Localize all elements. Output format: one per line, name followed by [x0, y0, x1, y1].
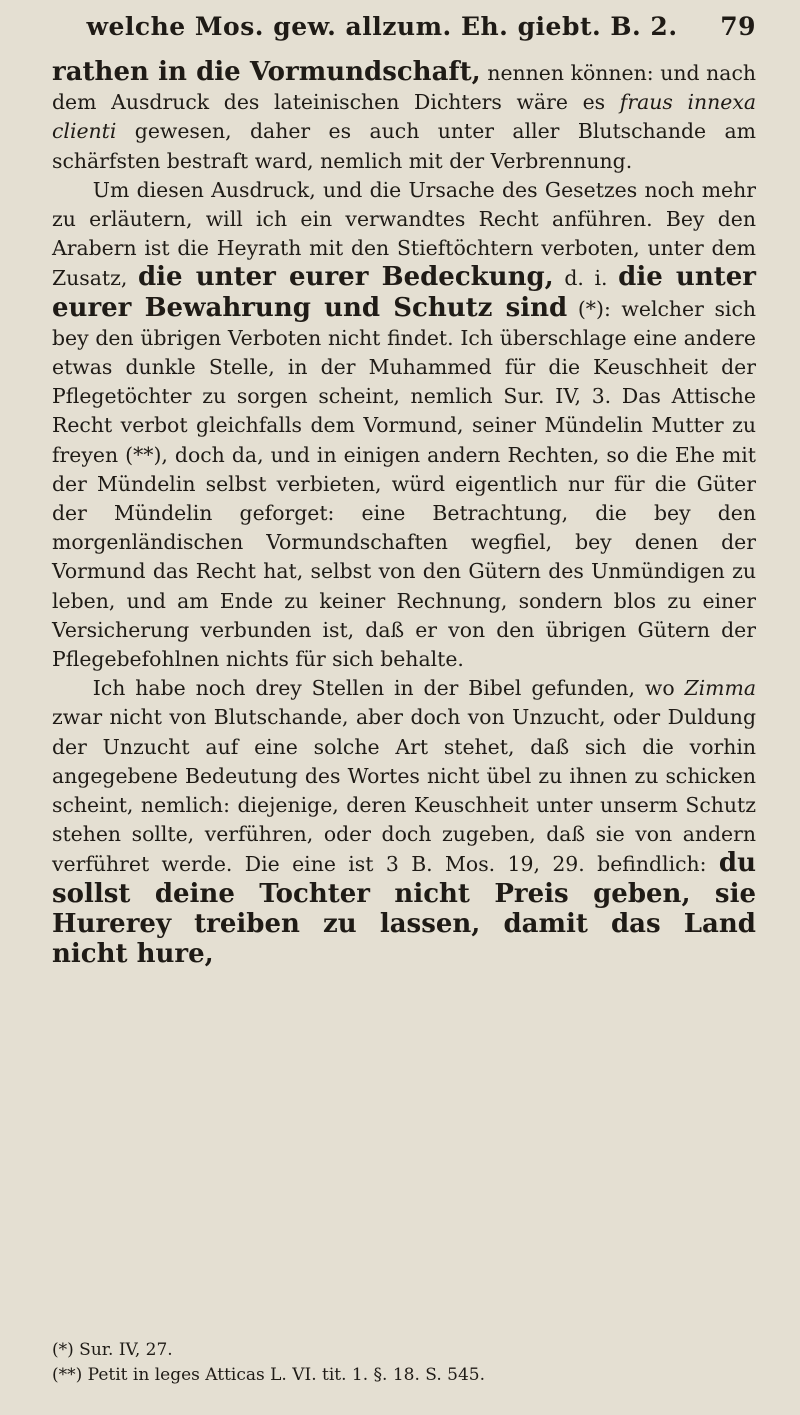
- paragraph: [52, 58, 756, 176]
- text-run: Ich habe noch drey Stellen in der Bibel gefunden, wo: [92, 676, 685, 701]
- footnote-2: (**) Petit in leges Atticas L. VI. tit. 1. §. 18. S. 545.: [52, 1365, 486, 1385]
- text-run: Um diesen Ausdruck, und die Ursache des Gesetzes noch mehr zu erläutern, will ich ein verwandtes Recht anführen. Bey den Arabern ist die Heyrath mit den Stieftöchtern verboten, unter dem Zusatz,: [52, 177, 756, 291]
- paragraph: [52, 176, 756, 674]
- text-run: zwar nicht von Blutschande, aber doch von Unzucht, oder Duldung der Unzucht auf eine solche Art stehet, daß sich die vorhin angegebene Bedeutung des Wortes nicht übel zu ihnen zu schicken scheint, nemlich: diejenige, deren Keuschheit unter unserm Schutz stehen sollte, verführen, oder doch zugeben, daß sie von andern verführet werde. Die eine ist 3 B. Mos. 19, 29. befindlich:: [52, 705, 756, 877]
- footnote-1: (*) Sur. IV, 27.: [52, 1340, 173, 1360]
- latin-text: fraus innexa clienti: [52, 90, 757, 144]
- running-head-text: welche Mos. gew. allzum. Eh. giebt. B. 2.: [86, 12, 678, 41]
- text-run: d. i.: [553, 266, 619, 291]
- emphasized-text: die unter eurer Bedeckung,: [137, 262, 554, 293]
- text-run: gewesen, daher es auch unter aller Blutschande am schärfsten bestraft ward, nemlich mit der Verbrennung.: [52, 119, 756, 173]
- running-head: [52, 12, 756, 52]
- page-number: 79: [720, 12, 756, 41]
- footnotes: [52, 1338, 756, 1388]
- latin-text: Zimma: [684, 676, 756, 701]
- body-text: [52, 58, 756, 970]
- text-run: nennen können: und nach dem Ausdruck des lateinischen Dichters wäre es: [52, 61, 757, 115]
- text-run: (*): welcher sich bey den übrigen Verboten nicht findet. Ich überschlage eine andere etwas dunkle Stelle, in der Muhammed für die Keuschheit der Pflegetöchter zu sorgen scheint, nemlich Sur. IV, 3. Das Attische Recht verbot gleichfalls dem Vormund, seiner Mündelin Mutter zu freyen (**), doch da, und in einigen andern Rechten, so die Ehe mit der Mündelin selbst verbieten, würd eigentlich nur für die Güter der Mündelin geforget: eine Betrachtung, die bey den morgenländischen Vormundschaften wegfiel, bey denen der Vormund das Recht hat, selbst von den Gütern des Unmündigen zu leben, und am Ende zu keiner Rechnung, sondern blos zu einer Versicherung verbunden ist, daß er von den übrigen Gütern der Pflegebefohlnen nichts für sich behalte.: [52, 296, 756, 672]
- emphasized-text: die unter eurer Bewahrung und Schutz sind: [52, 262, 756, 323]
- emphasized-text: rathen in die Vormundschaft,: [52, 57, 481, 87]
- paragraph: [52, 674, 756, 970]
- emphasized-text: du sollst deine Tochter nicht Preis geben, sie Hurerey treiben zu lassen, damit das Land nicht hure,: [52, 848, 756, 970]
